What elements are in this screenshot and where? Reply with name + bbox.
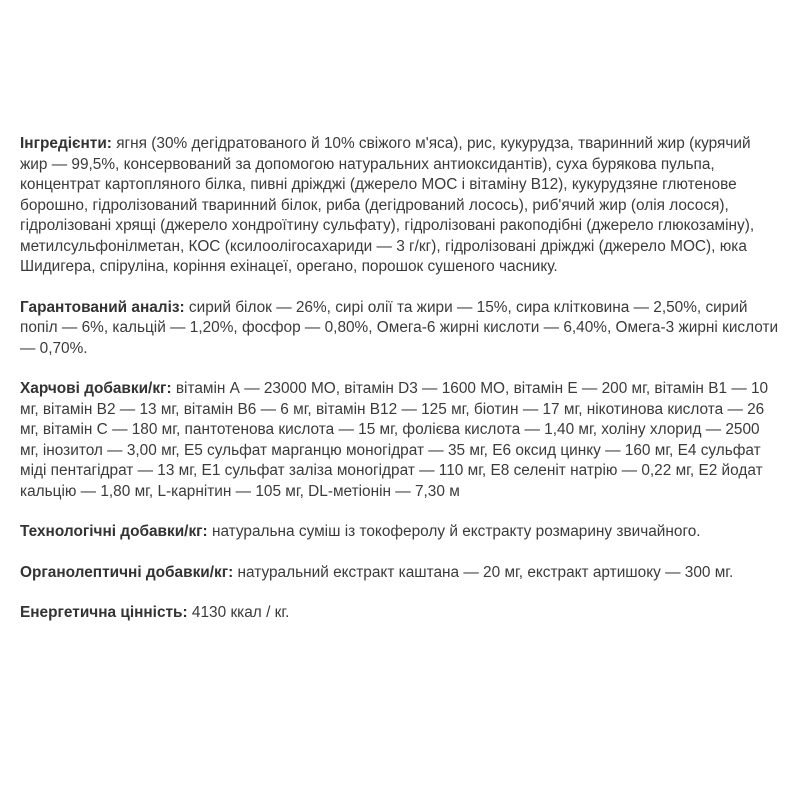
nutritional-additives-label: Харчові добавки/кг: — [20, 380, 172, 397]
product-composition — [20, 134, 782, 644]
guaranteed-analysis-label: Гарантований аналіз: — [20, 298, 185, 316]
nutritional-additives-text: вітамін А — 23000 МО, вітамін D3 — 1600 МО, вітамін Е — 200 мг, вітамін В1 — 10 мг, вітамін В2 — 13 мг, вітамін В6 — 6 мг, вітамін В12 — 125 мг, біотин — 17 мг, нікотинова кислота — 26 мг, вітамін С — 180 мг, пантотенова кислота — 15 мг, фолієва кислота — 1,40 мг, холіну хлорид — 2500 мг, інозитол — 3,00 мг, Е5 сульфат марганцю моногідрат — 35 мг, Е6 оксид цинку — 160 мг, Е4 сульфат міді пентагідрат — 13 мг, Е1 сульфат заліза моногідрат — 110 мг, Е8 селеніт натрію — 0,22 мг, Е2 йодат кальцію — 1,80 мг, L-карнітин — 105 мг, DL-метіонін — 7,30 м — [20, 380, 769, 500]
organoleptic-additives-paragraph — [20, 563, 782, 584]
technological-additives-paragraph — [20, 522, 782, 543]
organoleptic-additives-label: Органолептичні добавки/кг: — [20, 563, 234, 581]
energy-value-text: 4130 ккал / кг. — [187, 604, 290, 621]
energy-value-label: Енергетична цінність: — [20, 604, 188, 621]
organoleptic-additives-text: натуральний екстракт каштана — 20 мг, екстракт артишоку — 300 мг. — [233, 563, 734, 581]
ingredients-paragraph — [20, 134, 782, 278]
energy-value-paragraph — [20, 603, 782, 624]
ingredients-text: ягня (30% дегідратованого й 10% свіжого м'яса), рис, кукурудза, тваринний жир (курячий жир — 99,5%, консервований за допомогою натуральних антиоксидантів), суха бурякова пульпа, концентрат картопляного білка, пивні дріжджі (джерело МОС і вітаміну В12), кукурудзяне глютенове борошно, гідролізований тваринний білок, риба (дегідрований лосось), риб'ячий жир (олія лосося), гідролізовані хрящі (джерело хондроїтину сульфату), гідролізовані ракоподібні (джерело глюкозаміну), метилсульфонілметан, КОС (ксилоолігосахариди — 3 г/кг), гідролізовані дріжджі (джерело МОС), юка Шидигера, спіруліна, коріння ехінацеї, орегано, порошок сушеного часнику. — [20, 135, 755, 275]
guaranteed-analysis-text: сирий білок — 26%, сирі олії та жири — 15%, сира клітковина — 2,50%, сирий попіл — 6%, кальцій — 1,20%, фосфор — 0,80%, Омега-6 жирні кислоти — 6,40%, Омега-3 жирні кислоти — 0,70%. — [20, 298, 779, 357]
nutritional-additives-paragraph — [20, 379, 782, 502]
ingredients-label: Інгредієнти: — [20, 135, 112, 152]
technological-additives-text: натуральна суміш із токоферолу й екстракту розмарину звичайного. — [207, 523, 701, 540]
guaranteed-analysis-paragraph — [20, 298, 782, 360]
technological-additives-label: Технологічні добавки/кг: — [20, 523, 208, 540]
